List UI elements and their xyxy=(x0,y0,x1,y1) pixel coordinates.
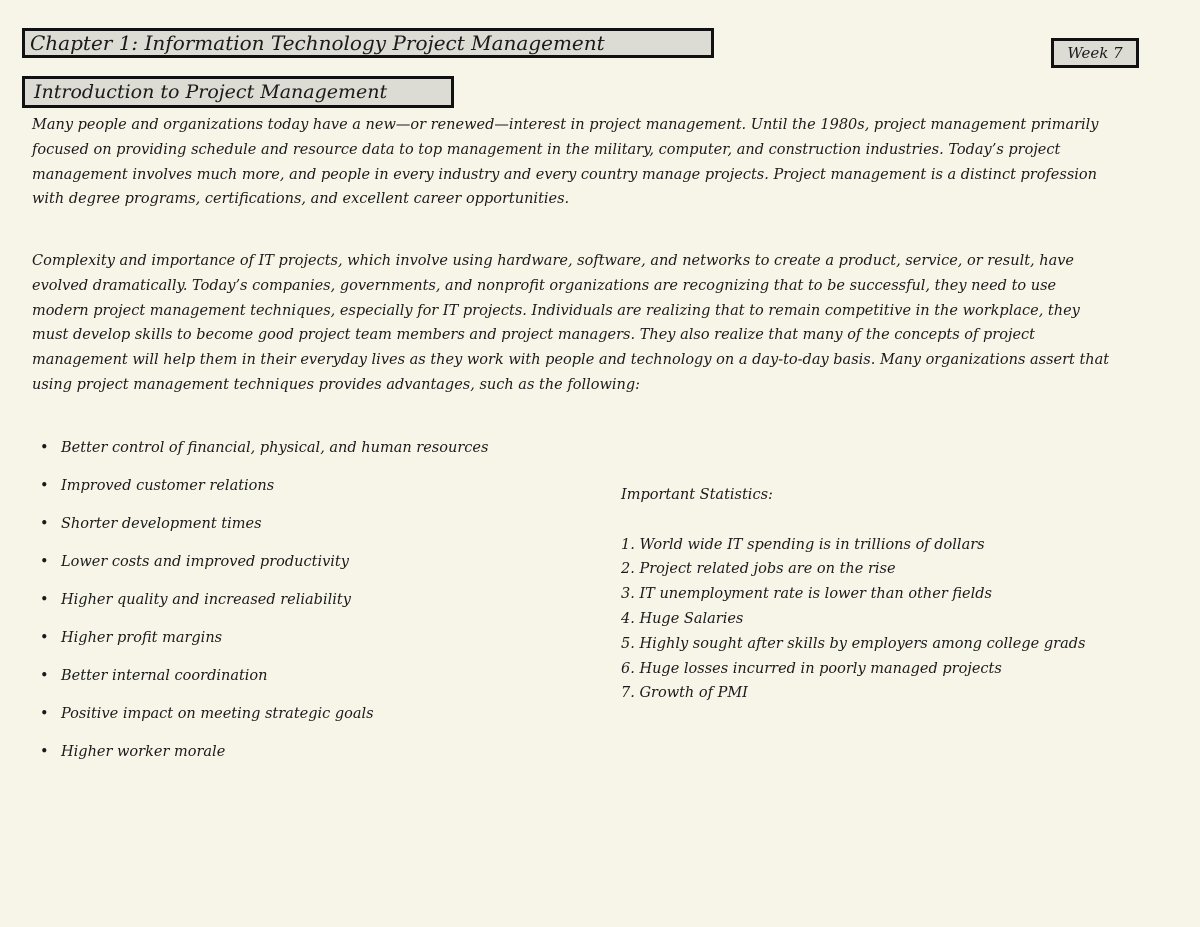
important-statistics xyxy=(621,483,1091,706)
statistic-item: 3. IT unemployment rate is lower than other fields xyxy=(621,586,992,603)
chapter-title: Chapter 1: Information Technology Project Management xyxy=(22,28,714,58)
bullet-icon: • xyxy=(40,668,49,684)
list-item xyxy=(32,740,488,778)
bullet-icon: • xyxy=(40,744,49,760)
statistic-item: 4. Huge Salaries xyxy=(621,610,744,627)
intro-paragraph-1: Many people and organizations today have a new—or renewed—interest in project management. Until the 1980s, project management primarily focused on providing schedule and resource data to top management in the military, computer, and construction industries. Today’s project management involves much more, and people in every industry and every country manage projects. Project management is a distinct profession with degree programs, certifications, and excellent career opportunities. xyxy=(32,117,1099,208)
statistic-item: 7. Growth of PMI xyxy=(621,685,748,702)
intro-paragraph-2: Complexity and importance of IT projects, which involve using hardware, software, and networks to create a product, service, or result, have evolved dramatically. Today’s companies, governments, and nonprofit organizations are recognizing that to be successful, they need to use modern project management techniques, especially for IT projects. Individuals are realizing that to remain competitive in the workplace, they must develop skills to become good project team members and project managers. They also realize that many of the concepts of project management will help them in their everyday lives as they work with people and technology on a day-to-day basis. Many organizations assert that using project management techniques provides advantages, such as the following: xyxy=(32,253,1110,393)
statistic-item: 1. World wide IT spending is in trillions of dollars xyxy=(621,536,985,553)
statistic-item: 5. Highly sought after skills by employers among college grads xyxy=(621,635,1086,652)
list-item-text: Lower costs and improved productivity xyxy=(61,554,349,570)
bullet-icon: • xyxy=(40,440,49,456)
list-item-text: Better internal coordination xyxy=(61,668,268,684)
list-item xyxy=(32,702,488,740)
list-item-text: Higher worker morale xyxy=(61,744,226,760)
list-item-text: Higher profit margins xyxy=(61,630,223,646)
section-title: Introduction to Project Management xyxy=(22,76,454,108)
bullet-icon: • xyxy=(40,630,49,646)
bullet-icon: • xyxy=(40,592,49,608)
list-item xyxy=(32,512,488,550)
benefits-list xyxy=(32,436,488,778)
statistic-item: 6. Huge losses incurred in poorly managed projects xyxy=(621,660,1002,677)
list-item xyxy=(32,664,488,702)
bullet-icon: • xyxy=(40,516,49,532)
list-item-text: Shorter development times xyxy=(61,516,262,532)
list-item-text: Higher quality and increased reliability xyxy=(61,592,351,608)
statistics-heading: Important Statistics: xyxy=(621,487,773,503)
list-item-text: Improved customer relations xyxy=(61,478,275,494)
statistics-list xyxy=(621,533,1091,707)
statistic-item: 2. Project related jobs are on the rise xyxy=(621,561,896,578)
list-item xyxy=(32,436,488,474)
week-label: Week 7 xyxy=(1051,38,1139,68)
bullet-icon: • xyxy=(40,554,49,570)
list-item-text: Better control of financial, physical, and human resources xyxy=(61,440,489,456)
list-item xyxy=(32,550,488,588)
bullet-icon: • xyxy=(40,706,49,722)
list-item xyxy=(32,626,488,664)
bullet-icon: • xyxy=(40,478,49,494)
list-item xyxy=(32,588,488,626)
list-item xyxy=(32,474,488,512)
list-item-text: Positive impact on meeting strategic goals xyxy=(61,706,374,722)
